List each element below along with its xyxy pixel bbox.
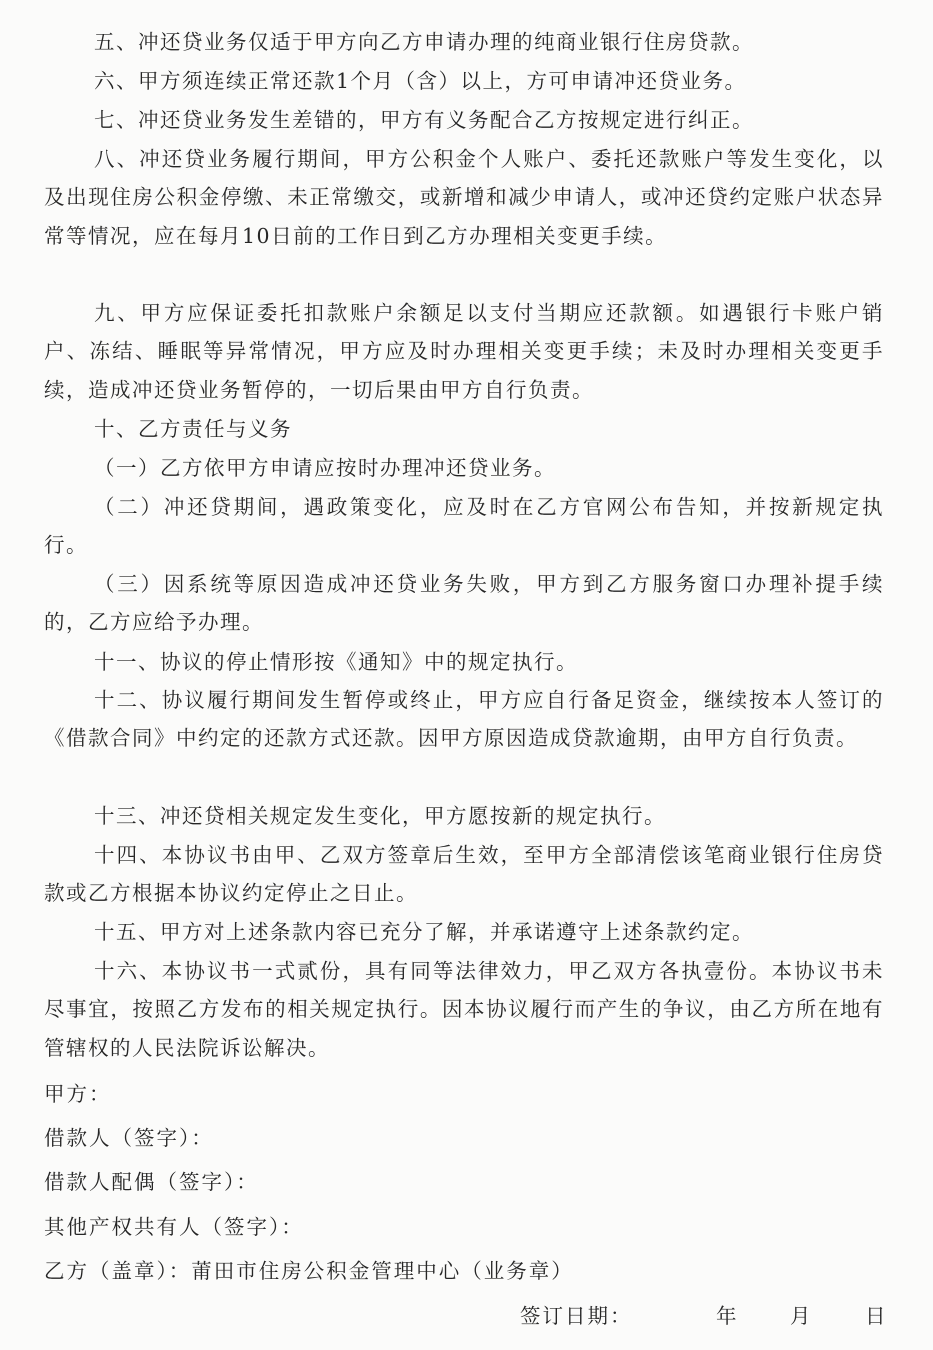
clause-5: 五、冲还贷业务仅适于甲方向乙方申请办理的纯商业银行住房贷款。 xyxy=(94,30,754,54)
clause-7: 七、冲还贷业务发生差错的，甲方有义务配合乙方按规定进行纠正。 xyxy=(94,108,754,132)
clause-16: 十六、本协议书一式贰份，具有同等法律效力，甲乙双方各执壹份。本协议书未尽事宜，按照乙方发布的相关规定执行。因本协议履行而产生的争议，由乙方所在地有管辖权的人民法院诉讼解决。 xyxy=(44,959,884,1060)
date-month-label: 月 xyxy=(790,1304,813,1328)
co-owner-signature-label: 其他产权共有人（签字）： xyxy=(44,1215,304,1239)
clause-12: 十二、协议履行期间发生暂停或终止，甲方应自行备足资金，继续按本人签订的《借款合同》中约定的还款方式还款。因甲方原因造成贷款逾期，由甲方自行负责。 xyxy=(44,688,884,751)
clause-10-item-2: （二）冲还贷期间，遇政策变化，应及时在乙方官网公布告知，并按新规定执行。 xyxy=(44,495,884,558)
party-a-label: 甲方： xyxy=(44,1082,112,1106)
clause-11: 十一、协议的停止情形按《通知》中的规定执行。 xyxy=(94,650,578,674)
clause-15: 十五、甲方对上述条款内容已充分了解，并承诺遵守上述条款约定。 xyxy=(94,920,754,944)
date-year-label: 年 xyxy=(716,1304,739,1328)
clause-6: 六、甲方须连续正常还款1个月（含）以上，方可申请冲还贷业务。 xyxy=(94,69,747,93)
borrower-signature-label: 借款人（签字）： xyxy=(44,1126,214,1150)
clause-10-item-3: （三）因系统等原因造成冲还贷业务失败，甲方到乙方服务窗口办理补提手续的，乙方应给予办理。 xyxy=(44,572,884,635)
spouse-signature-label: 借款人配偶（签字）： xyxy=(44,1170,259,1194)
party-b-seal-label: 乙方（盖章）：莆田市住房公积金管理中心（业务章） xyxy=(44,1259,574,1283)
clause-10-item-1: （一）乙方依甲方申请应按时办理冲还贷业务。 xyxy=(94,456,556,480)
clause-9: 九、甲方应保证委托扣款账户余额足以支付当期应还款额。如遇银行卡账户销户、冻结、睡眠等异常情况，甲方应及时办理相关变更手续；未及时办理相关变更手续，造成冲还贷业务暂停的，一切后果由甲方自行负责。 xyxy=(44,301,884,402)
clause-13: 十三、冲还贷相关规定发生变化，甲方愿按新的规定执行。 xyxy=(94,804,666,828)
clause-14: 十四、本协议书由甲、乙双方签章后生效，至甲方全部清偿该笔商业银行住房贷款或乙方根据本协议约定停止之日止。 xyxy=(44,843,884,906)
signing-date-label: 签订日期： xyxy=(520,1304,633,1328)
clause-8: 八、冲还贷业务履行期间，甲方公积金个人账户、委托还款账户等发生变化，以及出现住房公积金停缴、未正常缴交，或新增和减少申请人，或冲还贷约定账户状态异常等情况，应在每月10日前的工作日到乙方办理相关变更手续。 xyxy=(44,147,884,248)
clause-10-heading: 十、乙方责任与义务 xyxy=(94,417,292,441)
date-day-label: 日 xyxy=(865,1304,888,1328)
